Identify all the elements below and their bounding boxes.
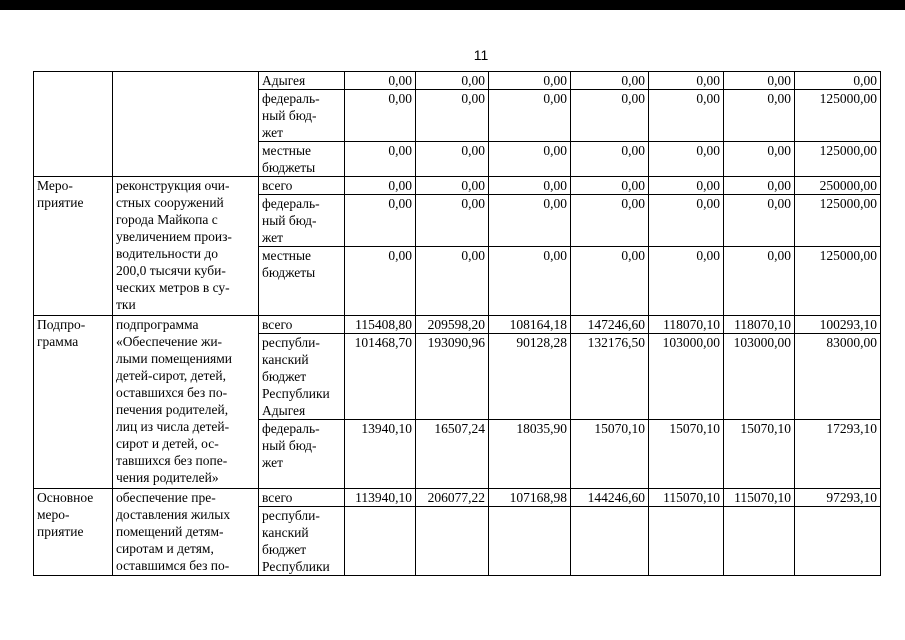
name-cell: обеспечение пре- доставления жилых помещений детям- сиротам и детям, оставшимся без по-	[113, 489, 259, 576]
value-cell: 13940,10	[345, 420, 416, 489]
type-cell	[34, 72, 113, 177]
value-cell: 0,00	[416, 72, 489, 90]
name-cell: реконструкция очи- стных сооружений города Майкопа с увеличением произ- водительности до 200,0 тысячи куби- ческих метров в су- тки	[113, 177, 259, 316]
value-cell: 209598,20	[416, 316, 489, 334]
value-cell: 0,00	[649, 177, 724, 195]
value-cell: 0,00	[724, 195, 795, 247]
value-cell: 0,00	[571, 177, 649, 195]
value-cell: 0,00	[571, 195, 649, 247]
value-cell: 115408,80	[345, 316, 416, 334]
budget-table	[33, 71, 881, 576]
value-cell: 0,00	[649, 90, 724, 142]
value-cell: 0,00	[416, 195, 489, 247]
value-cell	[795, 507, 881, 576]
table-row	[34, 316, 881, 334]
value-cell: 0,00	[724, 177, 795, 195]
value-cell: 15070,10	[571, 420, 649, 489]
value-cell	[571, 507, 649, 576]
value-cell: 0,00	[489, 177, 571, 195]
value-cell: 125000,00	[795, 142, 881, 177]
value-cell: 0,00	[345, 90, 416, 142]
name-cell	[113, 72, 259, 177]
value-cell: 0,00	[571, 247, 649, 316]
page-number: 11	[473, 47, 489, 63]
value-cell: 15070,10	[649, 420, 724, 489]
value-cell: 0,00	[416, 177, 489, 195]
value-cell: 0,00	[571, 90, 649, 142]
value-cell: 125000,00	[795, 195, 881, 247]
value-cell: 18035,90	[489, 420, 571, 489]
value-cell: 132176,50	[571, 334, 649, 420]
value-cell: 83000,00	[795, 334, 881, 420]
value-cell: 97293,10	[795, 489, 881, 507]
value-cell: 0,00	[489, 195, 571, 247]
value-cell: 0,00	[649, 142, 724, 177]
value-cell: 0,00	[724, 72, 795, 90]
value-cell: 17293,10	[795, 420, 881, 489]
source-cell: Адыгея	[259, 72, 345, 90]
value-cell: 107168,98	[489, 489, 571, 507]
value-cell: 100293,10	[795, 316, 881, 334]
value-cell: 101468,70	[345, 334, 416, 420]
value-cell: 16507,24	[416, 420, 489, 489]
source-cell: федераль- ный бюд- жет	[259, 420, 345, 489]
table-row	[34, 489, 881, 507]
value-cell: 0,00	[416, 90, 489, 142]
value-cell	[416, 507, 489, 576]
source-cell: республи- канский бюджет Республики Адыгея	[259, 334, 345, 420]
table-row	[34, 72, 881, 90]
source-cell: местные бюджеты	[259, 247, 345, 316]
name-cell: подпрограмма «Обеспечение жи- лыми помещениями детей-сирот, детей, оставшихся без по- печения родителей, лиц из числа детей- сирот и детей, ос- тавшихся без попе- чения родителей»	[113, 316, 259, 489]
value-cell: 0,00	[416, 247, 489, 316]
type-cell: Основное меро- приятие	[34, 489, 113, 576]
value-cell: 113940,10	[345, 489, 416, 507]
value-cell: 0,00	[571, 72, 649, 90]
value-cell: 0,00	[489, 142, 571, 177]
type-cell: Меро- приятие	[34, 177, 113, 316]
source-cell: федераль- ный бюд- жет	[259, 195, 345, 247]
value-cell: 118070,10	[724, 316, 795, 334]
value-cell: 206077,22	[416, 489, 489, 507]
value-cell: 0,00	[345, 195, 416, 247]
value-cell	[489, 507, 571, 576]
value-cell: 103000,00	[649, 334, 724, 420]
value-cell: 15070,10	[724, 420, 795, 489]
value-cell: 0,00	[649, 72, 724, 90]
value-cell	[649, 507, 724, 576]
value-cell: 125000,00	[795, 247, 881, 316]
value-cell: 0,00	[345, 142, 416, 177]
source-cell: федераль- ный бюд- жет	[259, 90, 345, 142]
value-cell: 0,00	[724, 90, 795, 142]
value-cell: 193090,96	[416, 334, 489, 420]
value-cell: 0,00	[649, 195, 724, 247]
value-cell: 0,00	[489, 90, 571, 142]
value-cell: 118070,10	[649, 316, 724, 334]
value-cell: 0,00	[489, 247, 571, 316]
page-top-border	[0, 0, 905, 10]
value-cell: 0,00	[345, 177, 416, 195]
source-cell: всего	[259, 177, 345, 195]
value-cell: 115070,10	[724, 489, 795, 507]
value-cell: 0,00	[724, 142, 795, 177]
value-cell: 144246,60	[571, 489, 649, 507]
value-cell: 0,00	[416, 142, 489, 177]
value-cell	[724, 507, 795, 576]
source-cell: местные бюджеты	[259, 142, 345, 177]
value-cell: 0,00	[649, 247, 724, 316]
source-cell: всего	[259, 316, 345, 334]
value-cell	[345, 507, 416, 576]
value-cell: 0,00	[489, 72, 571, 90]
value-cell: 103000,00	[724, 334, 795, 420]
value-cell: 250000,00	[795, 177, 881, 195]
source-cell: республи- канский бюджет Республики	[259, 507, 345, 576]
value-cell: 115070,10	[649, 489, 724, 507]
value-cell: 0,00	[795, 72, 881, 90]
source-cell: всего	[259, 489, 345, 507]
value-cell: 147246,60	[571, 316, 649, 334]
value-cell: 108164,18	[489, 316, 571, 334]
type-cell: Подпро- грамма	[34, 316, 113, 489]
value-cell: 0,00	[345, 247, 416, 316]
table-row	[34, 177, 881, 195]
value-cell: 0,00	[345, 72, 416, 90]
value-cell: 0,00	[571, 142, 649, 177]
value-cell: 0,00	[724, 247, 795, 316]
value-cell: 125000,00	[795, 90, 881, 142]
value-cell: 90128,28	[489, 334, 571, 420]
